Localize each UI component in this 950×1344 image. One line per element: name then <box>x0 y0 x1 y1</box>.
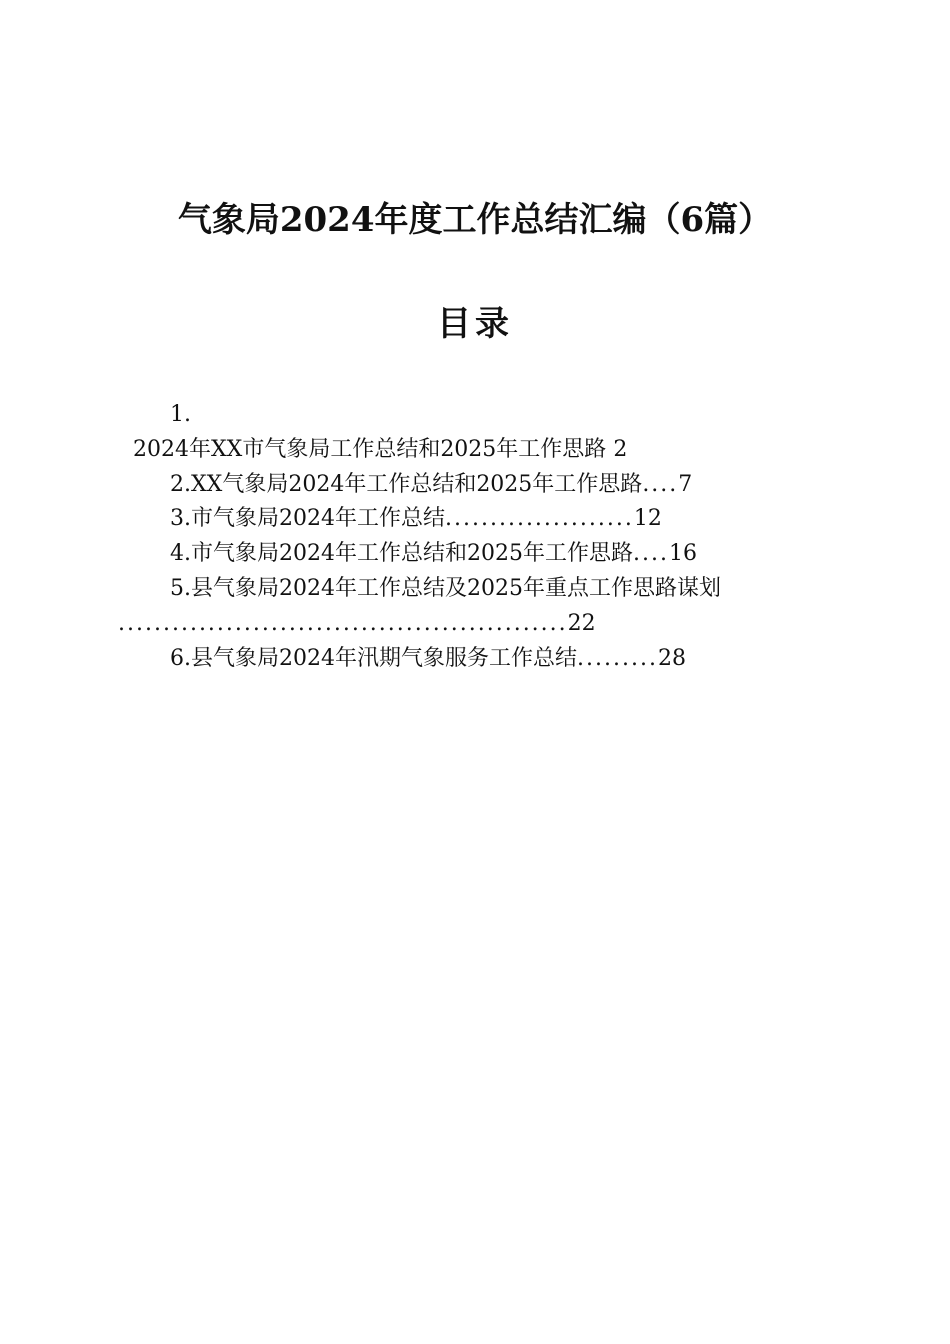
toc-entry-2-page: 7 <box>678 472 693 497</box>
toc-entry-5-page: 22 <box>567 611 596 636</box>
toc-entry-2[interactable] <box>170 468 692 502</box>
document-title: 气象局2024年度工作总结汇编（6篇） <box>177 200 773 240</box>
toc-entry-6-text: 县气象局2024年汛期气象服务工作总结 <box>191 646 577 671</box>
toc-entry-2-number: 2. <box>170 472 191 497</box>
toc-entry-3[interactable] <box>170 502 662 536</box>
toc-entry-2-leader: .... <box>642 472 679 497</box>
toc-entry-5[interactable] <box>170 572 721 606</box>
toc-entry-1[interactable] <box>133 433 627 467</box>
toc-entry-6-leader: ......... <box>577 646 658 671</box>
toc-entry-5-number: 5. <box>170 576 191 601</box>
toc-entry-1-text: 2024年XX市气象局工作总结和2025年工作思路 <box>133 437 607 462</box>
toc-entry-3-leader: ..................... <box>445 506 634 531</box>
toc-entry-5-leader: .................................................. <box>118 611 568 636</box>
toc-entry-4[interactable] <box>170 537 697 571</box>
toc-entry-6-page: 28 <box>657 646 686 671</box>
toc-entry-4-text: 市气象局2024年工作总结和2025年工作思路 <box>191 541 633 566</box>
toc-entry-3-number: 3. <box>170 506 191 531</box>
toc-heading: 目录 <box>437 304 513 344</box>
toc-entry-6-number: 6. <box>170 646 191 671</box>
toc-entry-1-number: 1. <box>170 402 191 427</box>
toc-entry-2-text: XX气象局2024年工作总结和2025年工作思路 <box>191 472 643 497</box>
toc-entry-4-number: 4. <box>170 541 191 566</box>
toc-entry-3-page: 12 <box>633 506 662 531</box>
toc-entry-5-continuation[interactable] <box>118 607 596 641</box>
toc-entry-1-page: 2 <box>613 437 628 462</box>
toc-entry-4-page: 16 <box>668 541 697 566</box>
toc-entry-5-text: 县气象局2024年工作总结及2025年重点工作思路谋划 <box>191 576 721 601</box>
toc-entry-6[interactable] <box>170 642 686 676</box>
toc-entry-4-leader: .... <box>632 541 669 566</box>
toc-entry-3-text: 市气象局2024年工作总结 <box>191 506 445 531</box>
